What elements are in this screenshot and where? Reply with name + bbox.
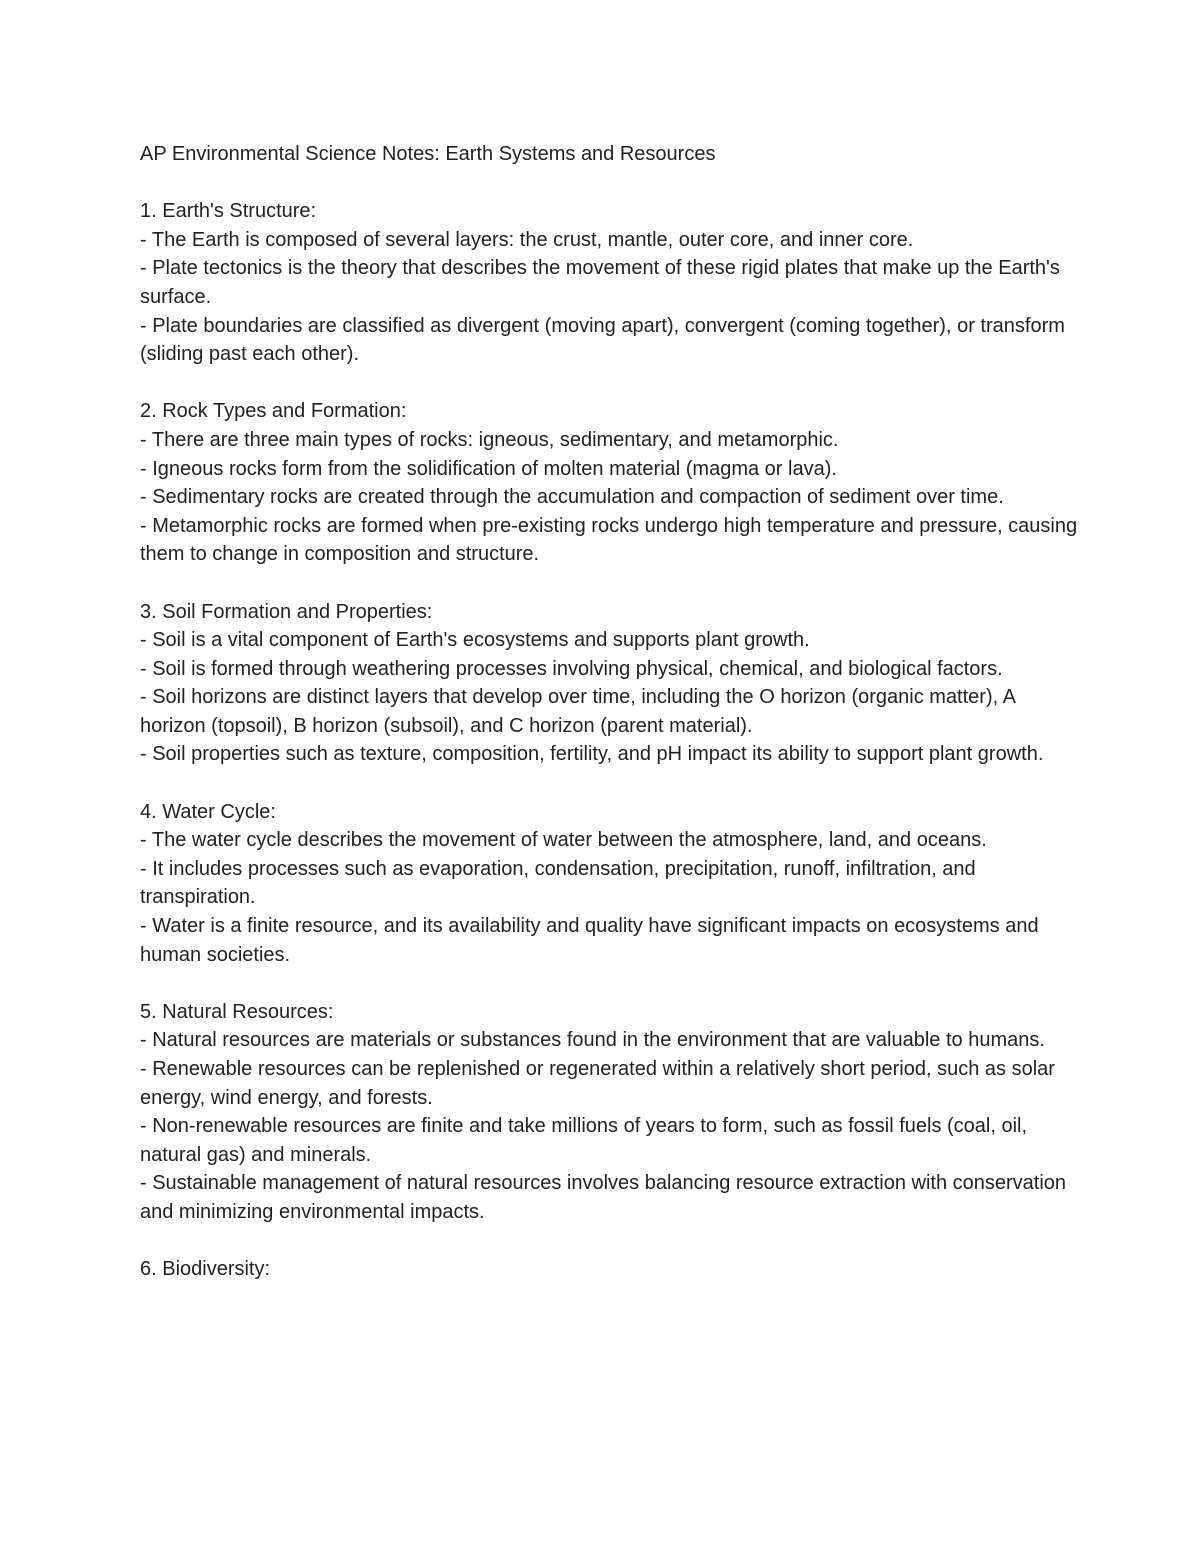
bullet-line: - Igneous rocks form from the solidification of molten material (magma or lava). — [140, 457, 837, 480]
section-heading: 6. Biodiversity: — [140, 1258, 271, 1281]
bullet-line: - Soil is a vital component of Earth's ecosystems and supports plant growth. — [140, 629, 810, 652]
bullet-line: - Renewable resources can be replenished or regenerated within a relatively short period, such as solar energy, wind energy, and forests. — [140, 1058, 1061, 1109]
bullet-line: - There are three main types of rocks: igneous, sedimentary, and metamorphic. — [140, 428, 839, 451]
document-title: AP Environmental Science Notes: Earth Systems and Resources — [140, 143, 716, 165]
bullet-line: - Sedimentary rocks are created through the accumulation and compaction of sediment over time. — [140, 486, 1004, 509]
bullet-line: - Soil horizons are distinct layers that develop over time, including the O horizon (organic matter), A horizon (topsoil), B horizon (subsoil), and C horizon (parent material). — [140, 686, 1021, 737]
bullet-line: - Plate boundaries are classified as divergent (moving apart), convergent (coming together), or transform (sliding past each other). — [140, 314, 1071, 366]
bullet-line: - Sustainable management of natural resources involves balancing resource extraction with conservation and minimizing environmental impacts. — [140, 1172, 1072, 1223]
bullet-line: - Metamorphic rocks are formed when pre-existing rocks undergo high temperature and pressure, causing them to change in composition and structure. — [140, 514, 1083, 566]
section-heading: 4. Water Cycle: — [140, 800, 276, 823]
section-soil-formation — [140, 598, 1080, 770]
section-heading: 3. Soil Formation and Properties: — [140, 600, 433, 623]
section-rock-types — [140, 397, 1083, 569]
bullet-line: - The Earth is composed of several layers: the crust, mantle, outer core, and inner core. — [140, 228, 914, 251]
section-biodiversity — [140, 1255, 1080, 1284]
bullet-line: - The water cycle describes the movement of water between the atmosphere, land, and oceans. — [140, 829, 987, 852]
bullet-line: - Soil is formed through weathering processes involving physical, chemical, and biological factors. — [140, 657, 1003, 680]
bullet-line: - Plate tectonics is the theory that describes the movement of these rigid plates that make up the Earth's surface. — [140, 257, 1066, 308]
section-water-cycle — [140, 798, 1080, 970]
section-heading: 1. Earth's Structure: — [140, 200, 317, 223]
bullet-line: - It includes processes such as evaporation, condensation, precipitation, runoff, infiltration, and transpiration. — [140, 857, 982, 909]
section-heading: 2. Rock Types and Formation: — [140, 400, 407, 423]
section-heading: 5. Natural Resources: — [140, 1000, 334, 1023]
bullet-line: - Natural resources are materials or substances found in the environment that are valuable to humans. — [140, 1029, 1045, 1052]
document-page — [140, 140, 1083, 1284]
bullet-line: - Non-renewable resources are finite and take millions of years to form, such as fossil fuels (coal, oil, natural gas) and minerals. — [140, 1115, 1033, 1166]
section-natural-resources — [140, 998, 1080, 1227]
bullet-line: - Soil properties such as texture, composition, fertility, and pH impact its ability to support plant growth. — [140, 743, 1044, 766]
bullet-line: - Water is a finite resource, and its availability and quality have significant impacts on ecosystems and human societies. — [140, 915, 1045, 966]
section-earths-structure — [140, 197, 1080, 369]
